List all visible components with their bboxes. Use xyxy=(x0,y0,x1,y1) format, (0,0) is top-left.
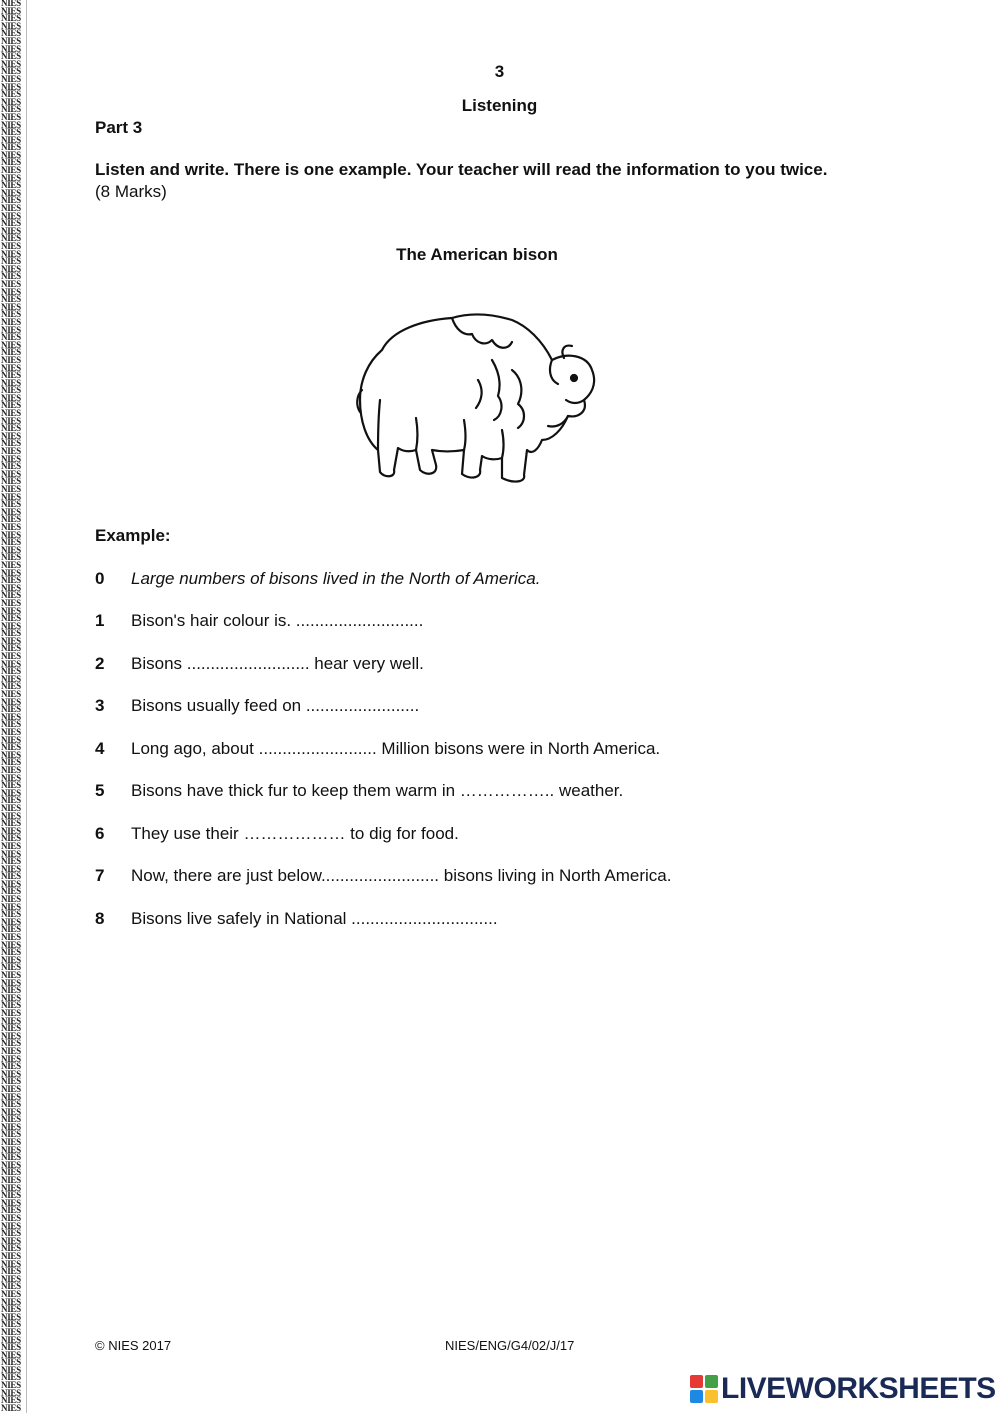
margin-watermark: NIES xyxy=(1,802,21,813)
margin-watermark: NIES xyxy=(1,347,21,358)
margin-watermark: NIES xyxy=(1,1038,21,1049)
margin-watermark: NIES xyxy=(1,1243,21,1254)
margin-watermark: NIES xyxy=(1,666,21,677)
margin-watermark: NIES xyxy=(1,332,21,343)
margin-watermark: NIES xyxy=(1,544,21,555)
margin-watermark: NIES xyxy=(1,370,21,381)
margin-watermark: NIES xyxy=(1,89,21,100)
question-text: They use their ……………… to dig for food. xyxy=(131,824,459,843)
margin-watermark: NIES xyxy=(1,711,21,722)
margin-watermark: NIES xyxy=(1,1372,21,1383)
margin-watermark: NIES xyxy=(1,377,21,388)
margin-watermark: NIES xyxy=(1,180,21,191)
margin-watermark: NIES xyxy=(1,203,21,214)
margin-watermark: NIES xyxy=(1,286,21,297)
margin-watermark: NIES xyxy=(1,66,21,77)
margin-watermark: NIES xyxy=(1,1030,21,1041)
margin-watermark: NIES xyxy=(1,985,21,996)
margin-watermark: NIES xyxy=(1,757,21,768)
margin-watermark: NIES xyxy=(1,696,21,707)
marks-label: (8 Marks) xyxy=(95,182,167,201)
margin-watermark: NIES xyxy=(1,537,21,548)
margin-watermark: NIES xyxy=(1,673,21,684)
margin-watermark: NIES xyxy=(1,165,21,176)
margin-watermark: NIES xyxy=(1,104,21,115)
margin-watermark: NIES xyxy=(1,1319,21,1330)
margin-watermark: NIES xyxy=(1,476,21,487)
margin-watermark: NIES xyxy=(1,658,21,669)
question-text: Large numbers of bisons lived in the North of America. xyxy=(131,569,541,588)
margin-watermark: NIES xyxy=(1,127,21,138)
margin-watermark: NIES xyxy=(1,780,21,791)
question-text: Long ago, about ......................... Million bisons were in North America. xyxy=(131,739,661,758)
margin-watermark: NIES xyxy=(1,0,21,8)
margin-watermark: NIES xyxy=(1,795,21,806)
margin-watermark: NIES xyxy=(1,187,21,198)
margin-watermark: NIES xyxy=(1,362,21,373)
page-number: 3 xyxy=(494,62,505,81)
margin-watermark: NIES xyxy=(1,20,21,31)
margin-watermark: NIES xyxy=(1,871,21,882)
logo-square xyxy=(690,1390,703,1403)
margin-watermark: NIES xyxy=(1,901,21,912)
margin-watermark: NIES xyxy=(1,514,21,525)
margin-watermark: NIES xyxy=(1,810,21,821)
margin-watermark: NIES xyxy=(1,256,21,267)
margin-watermark: NIES xyxy=(1,1015,21,1026)
margin-watermark: NIES xyxy=(1,461,21,472)
margin-watermark: NIES xyxy=(1,218,21,229)
margin-watermark: NIES xyxy=(1,1159,21,1170)
margin-watermark: NIES xyxy=(1,324,21,335)
question-text: Now, there are just below......................... bisons living in North America. xyxy=(131,866,672,885)
margin-watermark: NIES xyxy=(1,719,21,730)
margin-watermark: NIES xyxy=(1,878,21,889)
question-number: 8 xyxy=(95,909,105,928)
margin-watermark: NIES xyxy=(1,354,21,365)
margin-watermark: NIES xyxy=(1,241,21,251)
margin-watermark: NIES xyxy=(1,73,21,84)
margin-watermark: NIES xyxy=(1,484,21,494)
margin-watermark: NIES xyxy=(1,909,21,920)
margin-watermark: NIES xyxy=(1,1190,21,1201)
margin-watermark: NIES xyxy=(1,506,21,517)
margin-watermark: NIES xyxy=(1,734,21,745)
margin-watermark: NIES xyxy=(1,764,21,775)
margin-watermark: NIES xyxy=(1,1228,21,1239)
margin-watermark: NIES xyxy=(1,1304,21,1315)
margin-watermark: NIES xyxy=(1,400,21,411)
margin-watermark: NIES xyxy=(1,886,21,897)
margin-watermark: NIES xyxy=(1,499,21,510)
margin-watermark: NIES xyxy=(1,1357,21,1368)
margin-watermark: NIES xyxy=(1,1250,21,1261)
margin-watermark: NIES xyxy=(1,491,21,502)
margin-watermark: NIES xyxy=(1,58,21,69)
margin-watermark: NIES xyxy=(1,1152,21,1163)
logo-square xyxy=(690,1375,703,1388)
margin-watermark: NIES xyxy=(1,1213,21,1223)
question-number: 5 xyxy=(95,781,105,800)
question-number: 2 xyxy=(95,654,105,673)
margin-watermark: NIES xyxy=(1,924,21,935)
margin-watermark: NIES xyxy=(1,947,21,958)
margin-watermark: NIES xyxy=(1,681,21,692)
question-text: Bison's hair colour is. ........................... xyxy=(131,611,424,630)
margin-watermark: NIES xyxy=(1,1402,21,1413)
margin-watermark: NIES xyxy=(1,309,21,320)
question-number: 1 xyxy=(95,611,105,630)
margin-watermark: NIES xyxy=(1,1342,21,1353)
example-label: Example: xyxy=(95,526,171,545)
margin-watermark: NIES xyxy=(1,1258,21,1269)
question-text: Bisons usually feed on ........................ xyxy=(131,696,420,715)
margin-watermark: NIES xyxy=(1,43,21,54)
margin-watermark: NIES xyxy=(1,605,21,616)
margin-watermark: NIES xyxy=(1,423,21,434)
margin-watermark: NIES xyxy=(1,1273,21,1284)
margin-watermark: NIES xyxy=(1,339,21,350)
margin-watermark: NIES xyxy=(1,833,21,844)
margin-watermark: NIES xyxy=(1,1395,21,1406)
margin-watermark: NIES xyxy=(1,932,21,943)
margin-watermark: NIES xyxy=(1,1205,21,1216)
margin-watermark: NIES xyxy=(1,149,21,160)
margin-watermark: NIES xyxy=(1,172,21,183)
liveworksheets-logo[interactable] xyxy=(690,1372,996,1406)
margin-watermark: NIES xyxy=(1,385,21,396)
margin-watermark: NIES xyxy=(1,210,21,221)
margin-watermark: NIES xyxy=(1,81,21,92)
margin-watermark: NIES xyxy=(1,1387,21,1398)
margin-watermark: NIES xyxy=(1,559,21,570)
margin-watermark: NIES xyxy=(1,1053,21,1064)
margin-watermark: NIES xyxy=(1,894,21,905)
margin-watermark: NIES xyxy=(1,856,21,867)
margin-watermark: NIES xyxy=(1,1099,21,1110)
margin-watermark: NIES xyxy=(1,1197,21,1208)
margin-watermark: NIES xyxy=(1,134,21,145)
margin-watermark: NIES xyxy=(1,233,21,244)
margin-watermark: NIES xyxy=(1,1281,21,1292)
margin-watermark: NIES xyxy=(1,225,21,236)
question-number: 4 xyxy=(95,739,105,758)
question-number: 6 xyxy=(95,824,105,843)
bison-icon xyxy=(352,300,608,490)
margin-watermark: NIES xyxy=(1,316,21,327)
margin-watermark: NIES xyxy=(1,992,21,1003)
margin-watermark: NIES xyxy=(1,628,21,639)
margin-watermark: NIES xyxy=(1,1334,21,1345)
margin-watermark: NIES xyxy=(1,1182,21,1193)
margin-watermark: NIES xyxy=(1,51,21,62)
margin-watermark: NIES xyxy=(1,970,21,980)
margin-watermark: NIES xyxy=(1,848,21,859)
instruction-text: Listen and write. There is one example. Your teacher will read the information to you twice. xyxy=(95,160,828,179)
margin-watermark: NIES xyxy=(1,1061,21,1072)
margin-watermark: NIES xyxy=(1,643,21,654)
margin-watermark: NIES xyxy=(1,939,21,950)
footer-code: NIES/ENG/G4/02/J/17 xyxy=(445,1338,575,1353)
margin-watermark: NIES xyxy=(1,742,21,753)
margin-watermark: NIES xyxy=(1,1235,21,1246)
question-text: Bisons .......................... hear very well. xyxy=(131,654,424,673)
margin-watermark: NIES xyxy=(1,620,21,631)
margin-watermark: NIES xyxy=(1,1288,21,1299)
margin-watermark: NIES xyxy=(1,1364,21,1375)
margin-watermark: NIES xyxy=(1,1296,21,1307)
margin-watermark: NIES xyxy=(1,96,21,107)
margin-watermark: NIES xyxy=(1,1137,21,1148)
margin-watermark: NIES xyxy=(1,582,21,593)
margin-watermark: NIES xyxy=(1,195,21,206)
margin-watermark: NIES xyxy=(1,1311,21,1322)
margin-watermark: NIES xyxy=(1,13,21,24)
margin-watermark: NIES xyxy=(1,5,21,16)
margin-watermark: NIES xyxy=(1,294,21,305)
margin-watermark: NIES xyxy=(1,1220,21,1231)
margin-watermark: NIES xyxy=(1,1045,21,1056)
margin-watermark: NIES xyxy=(1,818,21,829)
footer-copyright: © NIES 2017 xyxy=(95,1338,172,1353)
margin-watermark: NIES xyxy=(1,977,21,988)
margin-watermark: NIES xyxy=(1,1129,21,1140)
logo-text: LIVEWORKSHEETS xyxy=(721,1372,996,1405)
question-number: 0 xyxy=(95,569,105,588)
question-text: Bisons live safely in National ............................... xyxy=(131,909,498,928)
margin-watermark: NIES xyxy=(1,278,21,289)
margin-watermark: NIES xyxy=(1,415,21,426)
margin-watermark: NIES xyxy=(1,301,21,312)
margin-watermark: NIES xyxy=(1,1083,21,1094)
margin-watermark: NIES xyxy=(1,1076,21,1087)
margin-watermark: NIES xyxy=(1,1114,21,1125)
margin-watermark: NIES xyxy=(1,28,21,39)
margin-watermark: NIES xyxy=(1,438,21,449)
logo-square xyxy=(705,1390,718,1403)
margin-watermark: NIES xyxy=(1,1000,21,1011)
margin-watermark: NIES xyxy=(1,1349,21,1360)
margin-watermark: NIES xyxy=(1,825,21,836)
margin-watermark: NIES xyxy=(1,840,21,851)
margin-watermark: NIES xyxy=(1,392,21,403)
margin-watermark: NIES xyxy=(1,863,21,874)
margin-watermark: NIES xyxy=(1,552,21,563)
margin-watermark: NIES xyxy=(1,962,21,973)
margin-watermark: NIES xyxy=(1,704,21,715)
part-label: Part 3 xyxy=(95,118,143,137)
margin-watermark: NIES xyxy=(1,468,21,479)
margin-watermark: NIES xyxy=(1,567,21,578)
margin-watermark: NIES xyxy=(1,408,21,419)
margin-watermark: NIES xyxy=(1,119,21,130)
margin-watermark: NIES xyxy=(1,651,21,662)
margin-watermark: NIES xyxy=(1,1144,21,1155)
margin-watermark: NIES xyxy=(1,157,21,168)
margin-watermark: NIES xyxy=(1,529,21,540)
margin-watermark: NIES xyxy=(1,248,21,259)
question-text: Bisons have thick fur to keep them warm in …………….. weather. xyxy=(131,781,624,800)
margin-watermark: NIES xyxy=(1,453,21,464)
margin-watermark: NIES xyxy=(1,772,21,783)
margin-watermark: NIES xyxy=(1,916,21,927)
margin-watermark: NIES xyxy=(1,749,21,760)
margin-watermark: NIES xyxy=(1,1167,21,1178)
margin-watermark: NIES xyxy=(1,597,21,608)
logo-square xyxy=(705,1375,718,1388)
margin-watermark: NIES xyxy=(1,954,21,965)
margin-watermark: NIES xyxy=(1,1326,21,1337)
question-number: 3 xyxy=(95,696,105,715)
question-number: 7 xyxy=(95,866,105,885)
margin-watermark: NIES xyxy=(1,590,21,601)
margin-watermark: NIES xyxy=(1,1106,21,1117)
margin-watermark: NIES xyxy=(1,1266,21,1277)
margin-watermark: NIES xyxy=(1,1121,21,1132)
margin-watermark: NIES xyxy=(1,142,21,153)
margin-watermark: NIES xyxy=(1,446,21,457)
nies-margin-strip xyxy=(0,0,27,1413)
margin-watermark: NIES xyxy=(1,1007,21,1018)
margin-watermark: NIES xyxy=(1,35,21,46)
margin-watermark: NIES xyxy=(1,787,21,798)
margin-watermark: NIES xyxy=(1,111,21,122)
margin-watermark: NIES xyxy=(1,1023,21,1034)
margin-watermark: NIES xyxy=(1,430,21,441)
logo-squares-icon xyxy=(690,1375,718,1403)
margin-watermark: NIES xyxy=(1,521,21,532)
margin-watermark: NIES xyxy=(1,1380,21,1391)
margin-watermark: NIES xyxy=(1,575,21,586)
margin-watermark: NIES xyxy=(1,1068,21,1079)
margin-watermark: NIES xyxy=(1,271,21,282)
margin-watermark: NIES xyxy=(1,727,21,737)
margin-watermark: NIES xyxy=(1,613,21,624)
text-title: The American bison xyxy=(396,245,558,264)
section-title: Listening xyxy=(461,96,538,115)
margin-watermark: NIES xyxy=(1,635,21,646)
margin-watermark: NIES xyxy=(1,263,21,274)
margin-watermark: NIES xyxy=(1,1175,21,1186)
margin-watermark: NIES xyxy=(1,1091,21,1102)
margin-watermark: NIES xyxy=(1,689,21,700)
